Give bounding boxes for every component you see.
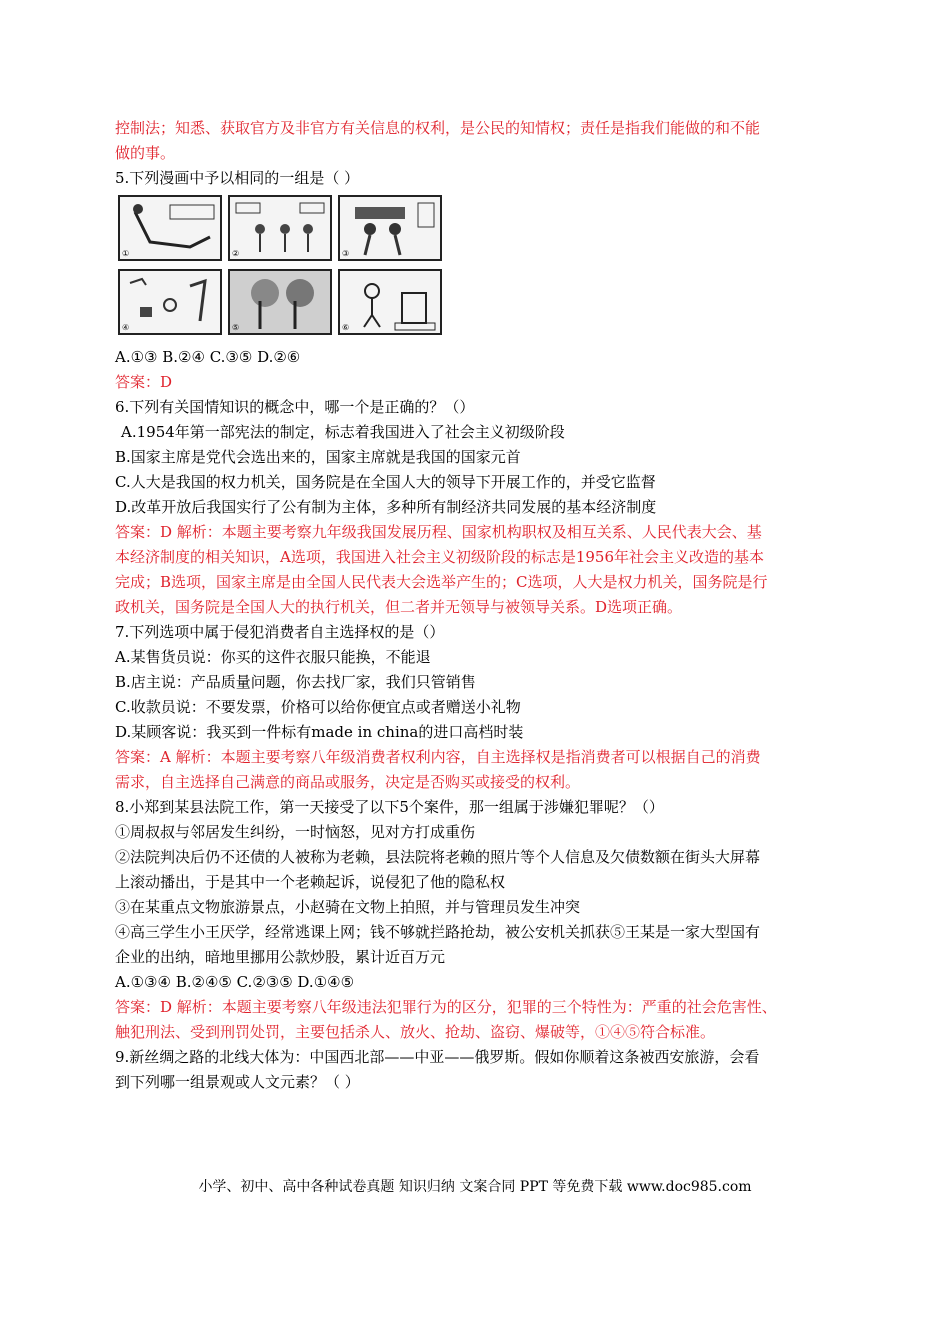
answer-line: 本经济制度的相关知识，A选项，我国进入社会主义初级阶段的标志是1956年社会主义改造的基本 — [115, 548, 765, 566]
cartoon-panel-2 — [228, 195, 332, 261]
option-b: B.国家主席是党代会选出来的，国家主席就是我国的国家元首 — [115, 448, 521, 466]
option-d: D.某顾客说：我买到一件标有made in china的进口高档时装 — [115, 723, 524, 741]
answer-line: 触犯刑法、受到刑罚处罚，主要包括杀人、放火、抢劫、盗窃、爆破等，①④⑤符合标准。 — [115, 1023, 716, 1041]
question-5: 5.下列漫画中予以相同的一组是（ ） — [115, 169, 360, 187]
cartoon-panel-4 — [118, 269, 222, 335]
question-5-options: A.①③ B.②④ C.③⑤ D.②⑥ — [115, 348, 301, 366]
cartoon-drawing — [230, 197, 330, 259]
answer-line: 答案：A 解析：本题主要考察八年级消费者权利内容，自主选择权是指消费者可以根据自己的消费 — [115, 748, 761, 766]
answer-line: 需求，自主选择自己满意的商品或服务，决定是否购买或接受的权利。 — [115, 773, 581, 791]
option-a: A.某售货员说：你买的这件衣服只能换，不能退 — [115, 648, 431, 666]
document-body — [115, 116, 845, 1095]
question-8: 8.小郑到某县法院工作，第一天接受了以下5个案件，那一组属于涉嫌犯罪呢？（） — [115, 798, 664, 816]
cartoon-figure — [118, 195, 845, 335]
text-line: 控制法；知悉、获取官方及非官方有关信息的权利，是公民的知情权；责任是指我们能做的和不能 — [115, 119, 761, 137]
case-item: ②法院判决后仍不还债的人被称为老赖，县法院将老赖的照片等个人信息及欠债数额在街头大屏幕 — [115, 848, 761, 866]
cartoon-panel-3 — [338, 195, 442, 261]
question-8-options: A.①③④ B.②④⑤ C.②③⑤ D.①④⑤ — [115, 973, 355, 991]
panel-label: ③ — [342, 249, 350, 258]
panel-label: ⑥ — [342, 323, 350, 332]
answer-line: 政机关，国务院是全国人大的执行机关，但二者并无领导与被领导关系。D选项正确。 — [115, 598, 683, 616]
answer-line: 完成；B选项，国家主席是由全国人民代表大会选举产生的；C选项，人大是权力机关，国务院是行 — [115, 573, 768, 591]
question-9: 到下列哪一组景观或人文元素？（ ） — [115, 1073, 360, 1091]
question-9: 9.新丝绸之路的北线大体为：中国西北部——中亚——俄罗斯。假如你顺着这条被西安旅游，会看 — [115, 1048, 760, 1066]
panel-label: ④ — [122, 323, 130, 332]
cartoon-drawing — [340, 197, 440, 259]
answer-line: 答案：D 解析：本题主要考察九年级我国发展历程、国家机构职权及相互关系、人民代表大会、基 — [115, 523, 762, 541]
cartoon-drawing — [120, 197, 220, 259]
cartoon-drawing — [230, 271, 330, 333]
panel-label: ② — [232, 249, 240, 258]
option-c: C.人大是我国的权力机关，国务院是在全国人大的领导下开展工作的，并受它监督 — [115, 473, 656, 491]
option-b: B.店主说：产品质量问题，你去找厂家，我们只管销售 — [115, 673, 476, 691]
case-item: ③在某重点文物旅游景点，小赵骑在文物上拍照，并与管理员发生冲突 — [115, 898, 581, 916]
cartoon-panel-5 — [228, 269, 332, 335]
option-d: D.改革开放后我国实行了公有制为主体，多种所有制经济共同发展的基本经济制度 — [115, 498, 657, 516]
case-item: ④高三学生小王厌学，经常逃课上网；钱不够就拦路抢劫，被公安机关抓获⑤王某是一家大型国有 — [115, 923, 761, 941]
question-6: 6.下列有关国情知识的概念中，哪一个是正确的？（） — [115, 398, 475, 416]
page-footer: 小学、初中、高中各种试卷真题 知识归纳 文案合同 PPT 等免费下载 www.doc985.com — [198, 1179, 752, 1195]
panel-label: ① — [122, 249, 130, 258]
option-c: C.收款员说：不要发票，价格可以给你便宜点或者赠送小礼物 — [115, 698, 521, 716]
question-7: 7.下列选项中属于侵犯消费者自主选择权的是（） — [115, 623, 445, 641]
case-item: 企业的出纳，暗地里挪用公款炒股，累计近百万元 — [115, 948, 446, 966]
cartoon-panel-6 — [338, 269, 442, 335]
question-5-answer: 答案：D — [115, 373, 173, 391]
case-item: ①周叔叔与邻居发生纠纷，一时恼怒，见对方打成重伤 — [115, 823, 476, 841]
cartoon-panel-1 — [118, 195, 222, 261]
cartoon-drawing — [340, 271, 440, 333]
case-item: 上滚动播出，于是其中一个老赖起诉，说侵犯了他的隐私权 — [115, 873, 506, 891]
text-line: 做的事。 — [115, 144, 176, 162]
answer-line: 答案：D 解析：本题主要考察八年级违法犯罪行为的区分，犯罪的三个特性为：严重的社会危害性、 — [115, 998, 777, 1016]
panel-label: ⑤ — [232, 323, 240, 332]
option-a: A.1954年第一部宪法的制定，标志着我国进入了社会主义初级阶段 — [121, 423, 565, 441]
cartoon-drawing — [120, 271, 220, 333]
